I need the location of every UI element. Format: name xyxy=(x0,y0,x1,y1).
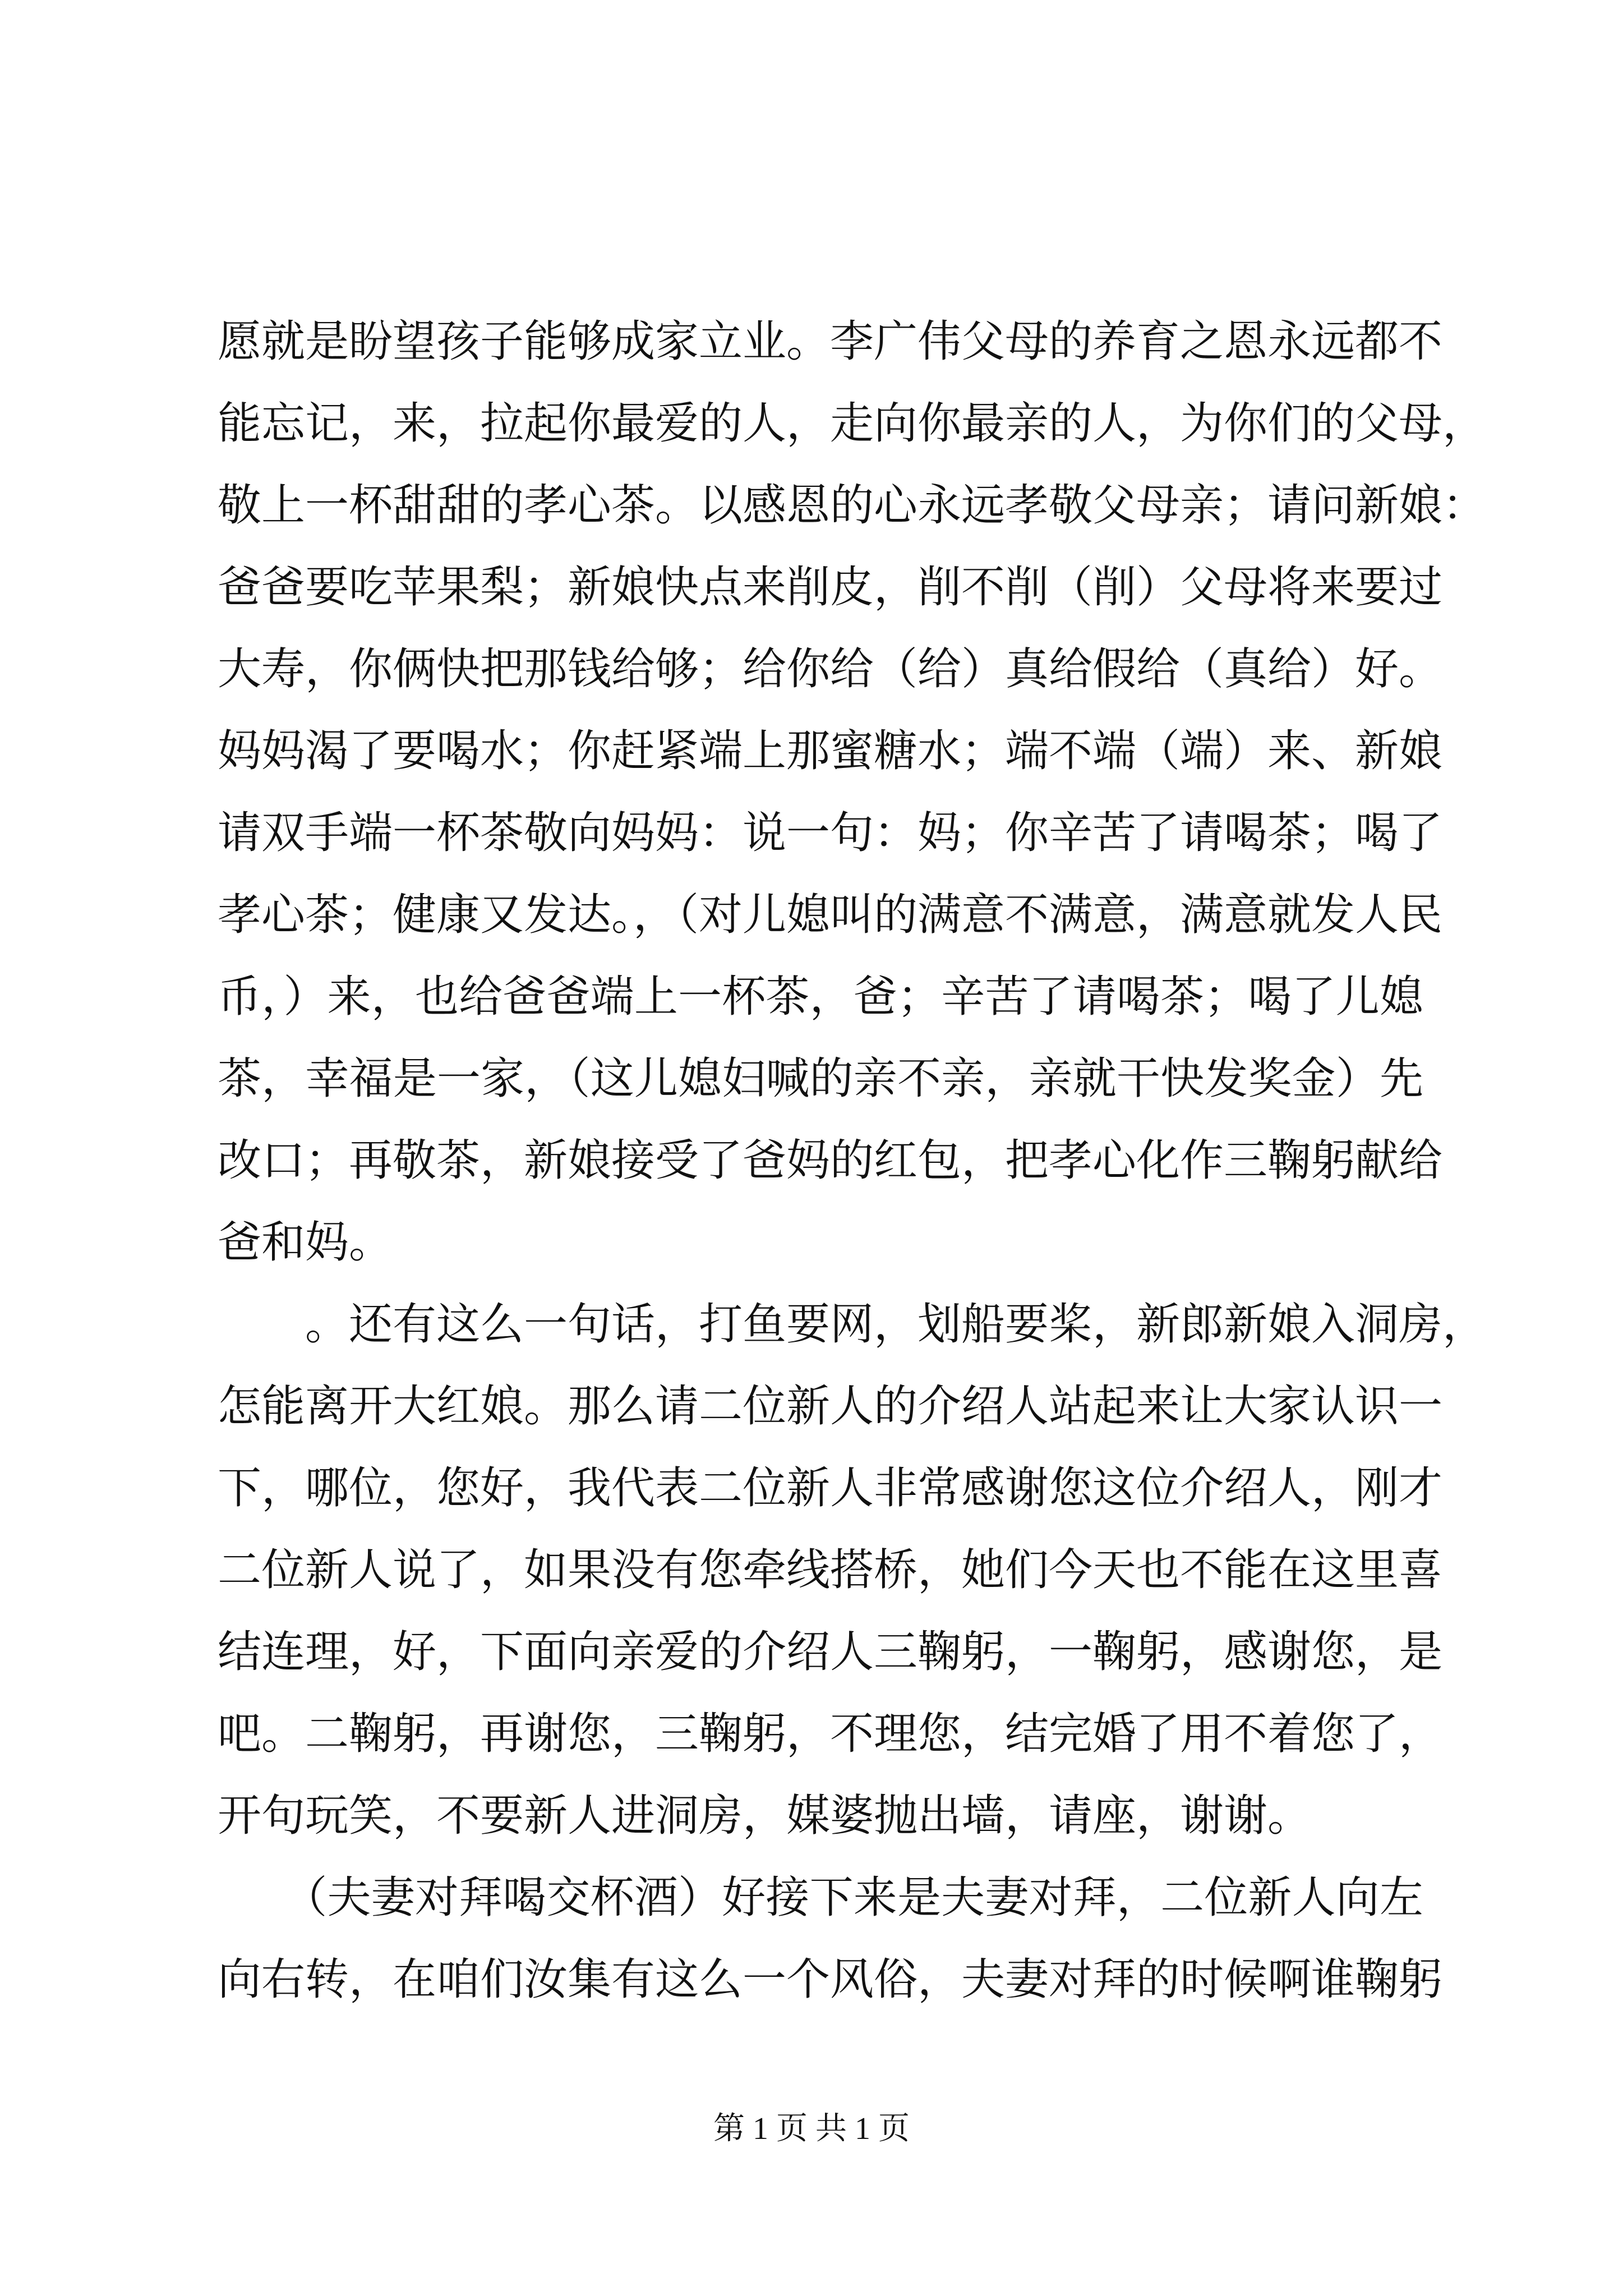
text-line: 下，哪位，您好，我代表二位新人非常感谢您这位介绍人，刚才 xyxy=(218,1463,1443,1513)
text-line: 愿就是盼望孩子能够成家立业。李广伟父母的养育之恩永远都不 xyxy=(218,316,1443,367)
body-text xyxy=(218,301,1487,2021)
text-line: 孝心茶；健康又发达。，（对儿媳叫的满意不满意，满意就发人民 xyxy=(218,890,1443,940)
text-line: 。还有这么一句话，打鱼要网，划船要桨，新郎新娘入洞房， xyxy=(218,1299,1487,1350)
page-number-label: 第 1 页 共 1 页 xyxy=(713,2111,910,2146)
text-line: 茶，幸福是一家，（这儿媳妇喊的亲不亲，亲就干快发奖金）先 xyxy=(218,1053,1423,1104)
text-line: 能忘记，来，拉起你最爱的人，走向你最亲的人，为你们的父母， xyxy=(218,398,1487,449)
text-line: 开句玩笑，不要新人进洞房，媒婆抛出墙，请座，谢谢。 xyxy=(218,1791,1312,1841)
text-line: 结连理，好，下面向亲爱的介绍人三鞠躬，一鞠躬，感谢您，是 xyxy=(218,1627,1443,1677)
paragraph-2 xyxy=(218,1283,1487,1857)
text-line: （夫妻对拜喝交杯酒）好接下来是夫妻对拜，二位新人向左 xyxy=(218,1872,1423,1923)
text-line: 爸爸要吃苹果梨；新娘快点来削皮，削不削（削）父母将来要过 xyxy=(218,562,1443,613)
text-line: 爸和妈。 xyxy=(218,1217,393,1268)
text-line: 请双手端一杯茶敬向妈妈：说一句：妈；你辛苦了请喝茶；喝了 xyxy=(218,808,1443,858)
paragraph-3 xyxy=(218,1857,1443,2021)
text-line: 向右转，在咱们汝集有这么一个风俗，夫妻对拜的时候啊谁鞠躬 xyxy=(218,1954,1443,2005)
text-line: 敬上一杯甜甜的孝心茶。以感恩的心永远孝敬父母亲；请问新娘： xyxy=(218,480,1487,531)
text-line: 二位新人说了，如果没有您牵线搭桥，她们今天也不能在这里喜 xyxy=(218,1545,1443,1595)
text-line: 吧。二鞠躬，再谢您，三鞠躬，不理您，结完婚了用不着您了， xyxy=(218,1709,1443,1759)
text-line: 改口；再敬茶，新娘接受了爸妈的红包，把孝心化作三鞠躬献给 xyxy=(218,1135,1443,1186)
text-line: 大寿，你俩快把那钱给够；给你给（给）真给假给（真给）好。 xyxy=(218,644,1443,694)
paragraph-1 xyxy=(218,301,1487,1283)
text-line: 币，）来，也给爸爸端上一杯茶，爸；辛苦了请喝茶；喝了儿媳 xyxy=(218,972,1423,1022)
text-line: 怎能离开大红娘。那么请二位新人的介绍人站起来让大家认识一 xyxy=(218,1381,1443,1432)
page-footer xyxy=(0,2106,1623,2151)
text-line: 妈妈渴了要喝水；你赶紧端上那蜜糖水；端不端（端）来、新娘 xyxy=(218,726,1443,776)
